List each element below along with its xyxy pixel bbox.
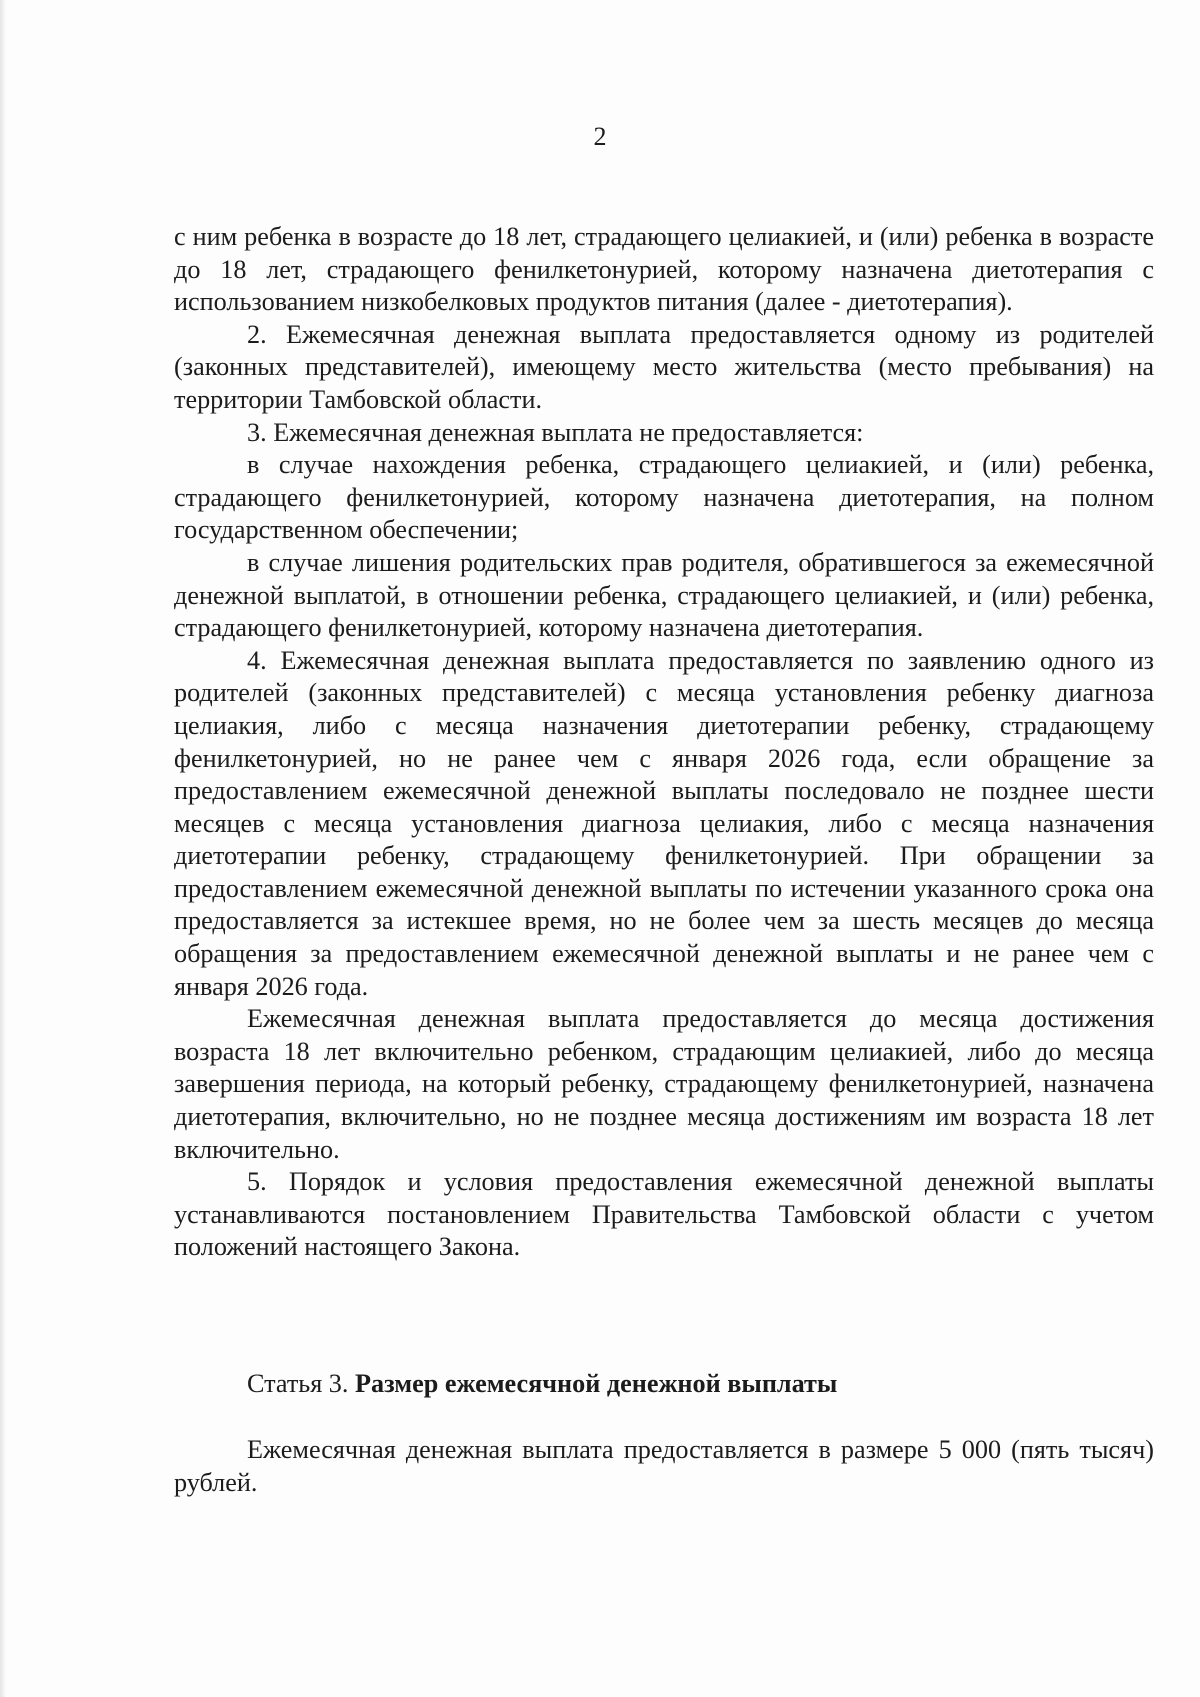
paragraph-item-4: 4. Ежемесячная денежная выплата предоставляется по заявлению одного из родителей (законных представителей) с месяца установления ребенку диагноза целиакия, либо с месяца назначения диетотерапии ребенку, страдающему фенилкетонурией, но не ранее чем с января 2026 года, если обращение за предоставлением ежемесячной денежной выплаты последовало не позднее шести месяцев с месяца установления диагноза целиакия, либо с месяца назначения диетотерапии ребенку, страдающему фенилкетонурией. При обращении за предоставлением ежемесячной денежной выплаты по истечении указанного срока она предоставляется за истекшее время, но не более чем за шесть месяцев до месяца обращения за предоставлением ежемесячной денежной выплаты и не ранее чем с января 2026 года. [174,645,1154,1001]
page-number: 2 [593,122,607,151]
paragraph-continuation: с ним ребенка в возрасте до 18 лет, страдающего целиакией, и (или) ребенка в возрасте до 18 лет, страдающего фенилкетонурией, которому назначена диетотерапия с использованием низкобелковых продуктов питания (далее - диетотерапия). [174,222,1154,317]
article-paragraph: Ежемесячная денежная выплата предоставляется в размере 5 000 (пять тысяч) рублей. [174,1435,1154,1497]
article-body [174,1434,1154,1499]
paragraph-item-4-continued: Ежемесячная денежная выплата предоставляется до месяца достижения возраста 18 лет включительно ребенком, страдающим целиакией, либо до месяца завершения периода, на который ребенку, страдающему фенилкетонурией, назначена диетотерапия, включительно, но не позднее месяца достижениям им возраста 18 лет включительно. [174,1004,1154,1164]
article-title: Размер ежемесячной денежной выплаты [355,1369,838,1398]
paragraph-item-3-case-1: в случае нахождения ребенка, страдающего целиакией, и (или) ребенка, страдающего фенилкетонурией, которому назначена диетотерапия, на полном государственном обеспечении; [174,450,1154,545]
paragraph-item-3: 3. Ежемесячная денежная выплата не предоставляется: [247,417,864,447]
paragraph-item-2: 2. Ежемесячная денежная выплата предоставляется одному из родителей (законных представителей), имеющему место жительства (место пребывания) на территории Тамбовской области. [174,319,1154,414]
paragraph-item-3-case-2: в случае лишения родительских прав родителя, обратившегося за ежемесячной денежной выплатой, в отношении ребенка, страдающего целиакией, и (или) ребенка, страдающего фенилкетонурией, которому назначена диетотерапия. [174,547,1154,643]
article-heading [247,1368,837,1401]
body-text [174,221,1154,1264]
article-label: Статья 3. [247,1369,349,1398]
scan-edge [0,0,6,1697]
paragraph-item-5: 5. Порядок и условия предоставления ежемесячной денежной выплаты устанавливаются постановлением Правительства Тамбовской области с учетом положений настоящего Закона. [174,1167,1154,1262]
